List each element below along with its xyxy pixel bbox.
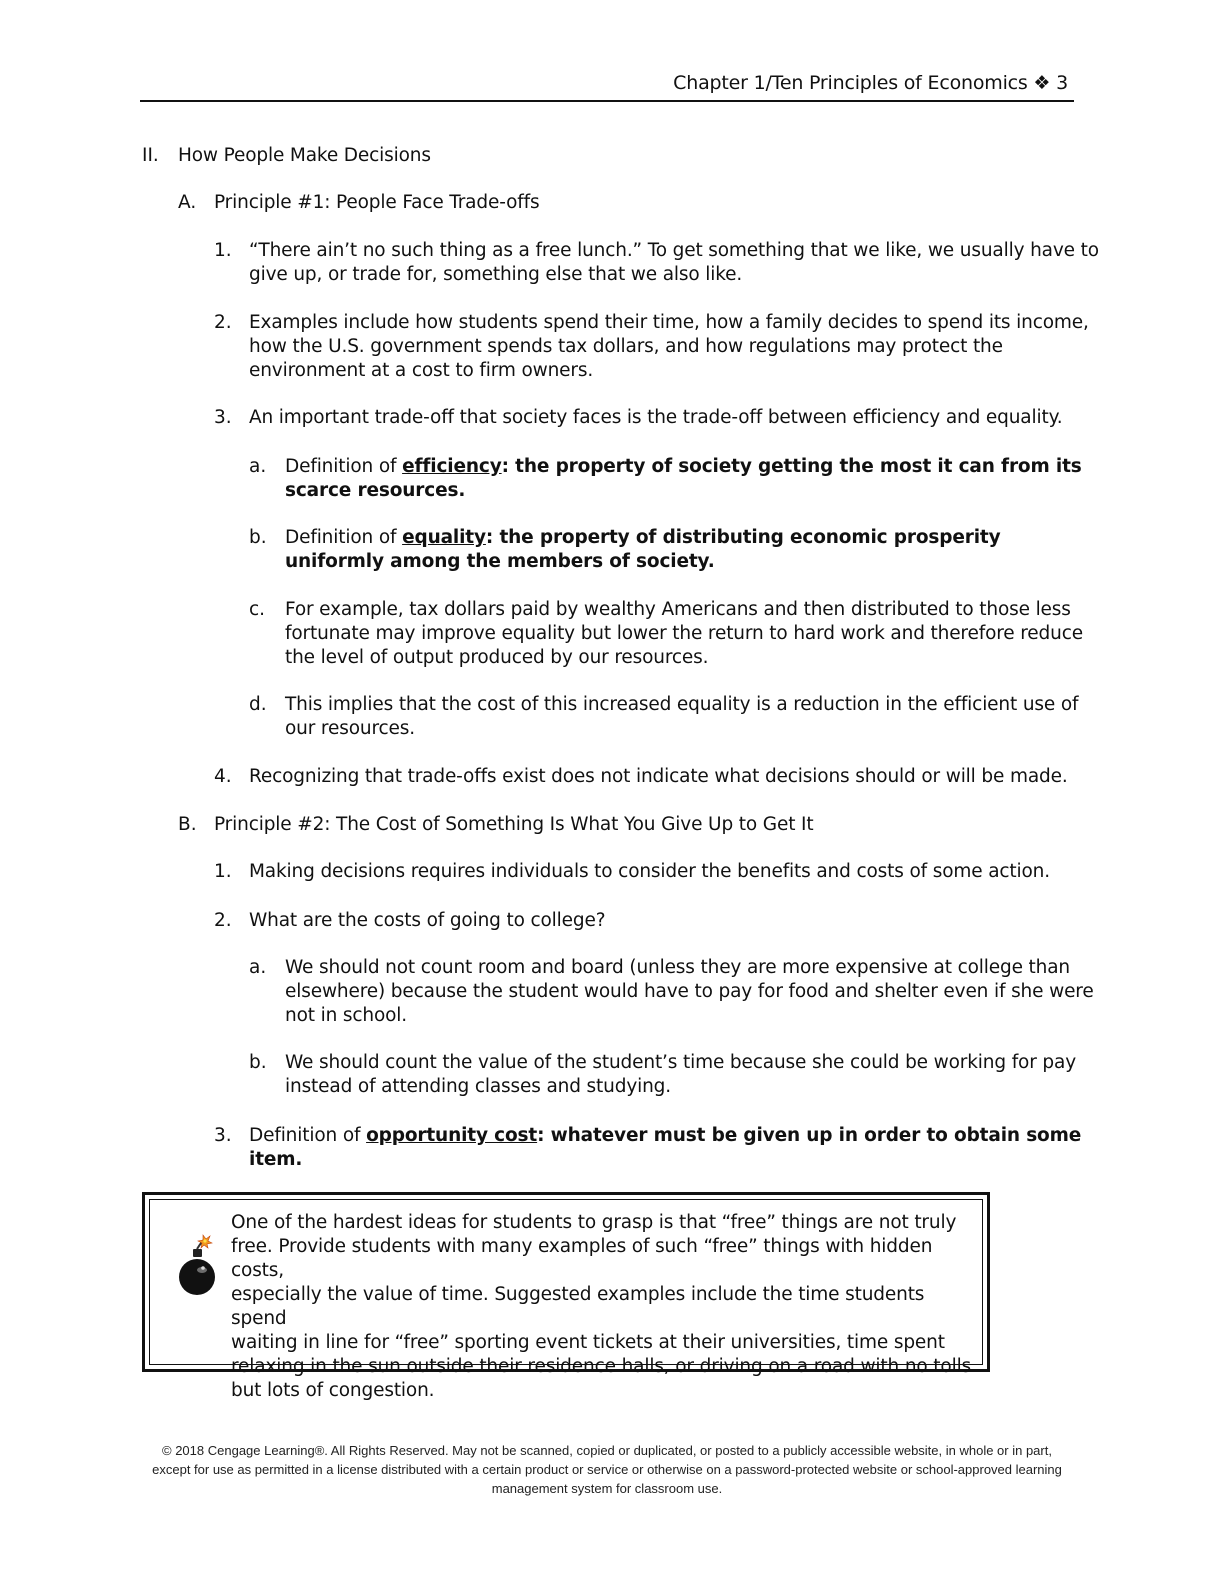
definition-text: uniformly among the members of society.	[285, 551, 715, 572]
list-item-text: Examples include how students spend their time, how a family decides to spend its income,	[249, 312, 1089, 333]
list-item-text: how the U.S. government spends tax dollars, and how regulations may protect the	[249, 336, 1003, 357]
sub-item-text: elsewhere) because the student would have to pay for food and shelter even if she were	[285, 981, 1094, 1002]
definition-text: : the property of society getting the most it can from its	[501, 456, 1082, 477]
sub-item-label: c.	[249, 599, 266, 620]
tip-line: free. Provide students with many examples of such “free” things with hidden costs,	[231, 1236, 933, 1281]
list-item-label: 3.	[214, 1125, 232, 1146]
definition-opportunity-cost	[249, 1124, 1081, 1148]
footer-line: management system for classroom use.	[491, 1481, 723, 1496]
sub-item-label: b.	[249, 1052, 267, 1073]
definition-text: : whatever must be given up in order to obtain some	[537, 1125, 1082, 1146]
principle-b-label: B.	[178, 814, 197, 835]
teaching-tip-box	[142, 1192, 990, 1401]
list-item-text: give up, or trade for, something else that we also like.	[249, 264, 743, 285]
term-opportunity-cost: opportunity cost	[366, 1125, 538, 1146]
definition-equality	[285, 526, 1001, 550]
definition-text: scarce resources.	[285, 480, 466, 501]
term-efficiency: efficiency	[402, 456, 502, 477]
definition-prefix: Definition of	[285, 527, 403, 548]
sub-item-text: our resources.	[285, 718, 415, 739]
tip-line: relaxing in the sun outside their residence halls, or driving on a road with no tolls	[231, 1356, 972, 1377]
definition-prefix: Definition of	[249, 1125, 367, 1146]
sub-item-label: a.	[249, 456, 267, 477]
running-head: Chapter 1/Ten Principles of Economics ❖ 3	[673, 72, 1068, 94]
list-item-text: environment at a cost to firm owners.	[249, 360, 594, 381]
principle-b-title: Principle #2: The Cost of Something Is What You Give Up to Get It	[214, 814, 814, 835]
list-item-text: An important trade-off that society faces is the trade-off between efficiency and equality.	[249, 407, 1063, 428]
sub-item-text: not in school.	[285, 1005, 408, 1026]
list-item-label: 2.	[214, 910, 232, 931]
definition-text: : the property of distributing economic prosperity	[485, 527, 1001, 548]
section-title: How People Make Decisions	[178, 145, 431, 166]
sub-item-label: d.	[249, 694, 267, 715]
page-header	[140, 70, 1074, 102]
sub-item-text: For example, tax dollars paid by wealthy Americans and then distributed to those less	[285, 599, 1071, 620]
footer-line: except for use as permitted in a license distributed with a certain product or service or otherwise on a password-protected website or school-approved learning	[152, 1462, 1062, 1477]
principle-a-label: A.	[178, 192, 197, 213]
sub-item-text: the level of output produced by our resources.	[285, 647, 709, 668]
sub-item-text: We should not count room and board (unless they are more expensive at college than	[285, 957, 1070, 978]
sub-item-text: instead of attending classes and studying.	[285, 1076, 672, 1097]
list-item-text: Making decisions requires individuals to consider the benefits and costs of some action.	[249, 861, 1050, 882]
list-item-label: 1.	[214, 240, 232, 261]
copyright-footer	[140, 1441, 1074, 1498]
footer-line: © 2018 Cengage Learning®. All Rights Reserved. May not be scanned, copied or duplicated, or posted to a publicly accessible website, in whole or in part,	[162, 1443, 1052, 1458]
list-item-text: Recognizing that trade-offs exist does not indicate what decisions should or will be made.	[249, 766, 1068, 787]
tip-line: waiting in line for “free” sporting event tickets at their universities, time spent	[231, 1332, 945, 1353]
sub-item-text: This implies that the cost of this increased equality is a reduction in the efficient use of	[285, 694, 1079, 715]
sub-item-label: a.	[249, 957, 267, 978]
list-item-text: What are the costs of going to college?	[249, 910, 606, 931]
list-item-label: 2.	[214, 312, 232, 333]
tip-line: especially the value of time. Suggested examples include the time students spend	[231, 1284, 925, 1329]
section-label: II.	[142, 145, 159, 166]
list-item-label: 1.	[214, 861, 232, 882]
sub-item-text: We should count the value of the student’s time because she could be working for pay	[285, 1052, 1076, 1073]
sub-item-label: b.	[249, 527, 267, 548]
tip-line: but lots of congestion.	[231, 1380, 435, 1401]
tip-line: One of the hardest ideas for students to grasp is that “free” things are not truly	[231, 1212, 957, 1233]
teaching-tip-text	[231, 1211, 981, 1403]
definition-efficiency	[285, 455, 1082, 479]
sub-item-text: fortunate may improve equality but lower the return to hard work and therefore reduce	[285, 623, 1083, 644]
term-equality: equality	[402, 527, 486, 548]
list-item-label: 4.	[214, 766, 232, 787]
bomb-icon	[175, 1233, 221, 1303]
list-item-text: “There ain’t no such thing as a free lunch.” To get something that we like, we usually have to	[249, 240, 1099, 261]
principle-a-title: Principle #1: People Face Trade-offs	[214, 192, 540, 213]
definition-text: item.	[249, 1149, 303, 1170]
definition-prefix: Definition of	[285, 456, 403, 477]
list-item-label: 3.	[214, 407, 232, 428]
